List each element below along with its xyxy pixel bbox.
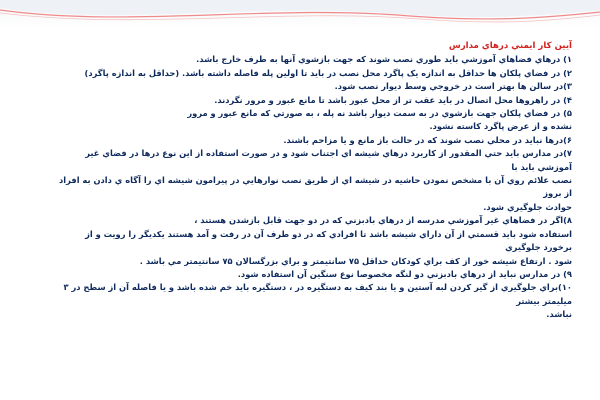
document-body xyxy=(58,40,572,322)
list-line: ۸)اگر در فضاهاي غير آموزشي مدرسه از درهاي بادبزني که در دو جهت قابل بازشدن هستند ، xyxy=(194,215,572,226)
list-line: استفاده شود بايد قسمتي از آن داراي شيشه باشد تا افرادي که در دو طرف آن در رفت و آمد هستند يکديگر را رويت و از برخورد جلوگيري xyxy=(85,228,572,253)
decorative-wave xyxy=(0,0,600,34)
list-line: ۵) در فضاي پلکان جهت بازشوي در به سمت ديوار باشد نه پله ، به صورتي که مانع عبور و مرور xyxy=(187,108,572,119)
list-line: ۷)در مدارس بايد حتي المقدور از کاربرد درهاي شيشه اي اجتناب شود و در صورت استفاده از اين نوع درها در فضاي غير آموزشي بايد با xyxy=(85,148,572,172)
list-line: نباشد. xyxy=(546,309,572,320)
list-line: حوادث جلوگيري شود. xyxy=(483,201,572,212)
list-line: نصب علائم روي آن با مشخص نمودن حاشيه در شيشه اي از طريق نصب نوارهايي در پيرامون شيشه اي را آگاه ي دادن به افراد از بروز xyxy=(59,175,572,199)
list-line: ۳)در سالن ها بهتر است در خروجي وسط ديوار نصب شود. xyxy=(334,81,572,92)
list-line: ۲) در فضاي پلکان ها حداقل به اندازه يک پاگرد محل نصب در بايد تا اولين پله فاصله داشته باشد. (حداقل به اندازه پاگرد) xyxy=(84,67,572,78)
list-line: شود . ارتفاع شيشه خور از کف براي کودکان حداقل ۷۵ سانتيمتر و براي بزرگسالان ۷۵ سانتيمتر مي باشد . xyxy=(139,255,572,266)
list-line: ۶)درها نبايد در محلي نصب شوند که در حالت باز مانع و يا مزاحم باشند. xyxy=(283,134,572,145)
list-line: ۹) در مدارس نبايد از درهاي بادبزني دو لنگه مخصوصا نوع سنگين آن استفاده شود. xyxy=(237,268,572,279)
list-line: ۱۰)براي جلوگيري از گير کردن لبه آستين و يا بند کيف به دستگيره در ، دستگيره بايد خم شده باشد و يا فاصله آن از سطح در ۳ ميليمتر بيشتر xyxy=(63,282,572,306)
list-line: ۴) در راهروها محل اتصال در بايد عقب تر از محل عبور باشد تا مانع عبور و مرور نگردند. xyxy=(214,94,572,105)
document-title: آيين کار ايمني درهاي مدارس xyxy=(448,41,572,51)
list-line: نشده و از عرض پاگرد کاسته نشود. xyxy=(429,121,572,132)
list-line: ۱) درهاي فضاهاي آموزشي بايد طوري نصب شوند که جهت بازشوي آنها به طرف خارج باشد. xyxy=(196,54,572,65)
